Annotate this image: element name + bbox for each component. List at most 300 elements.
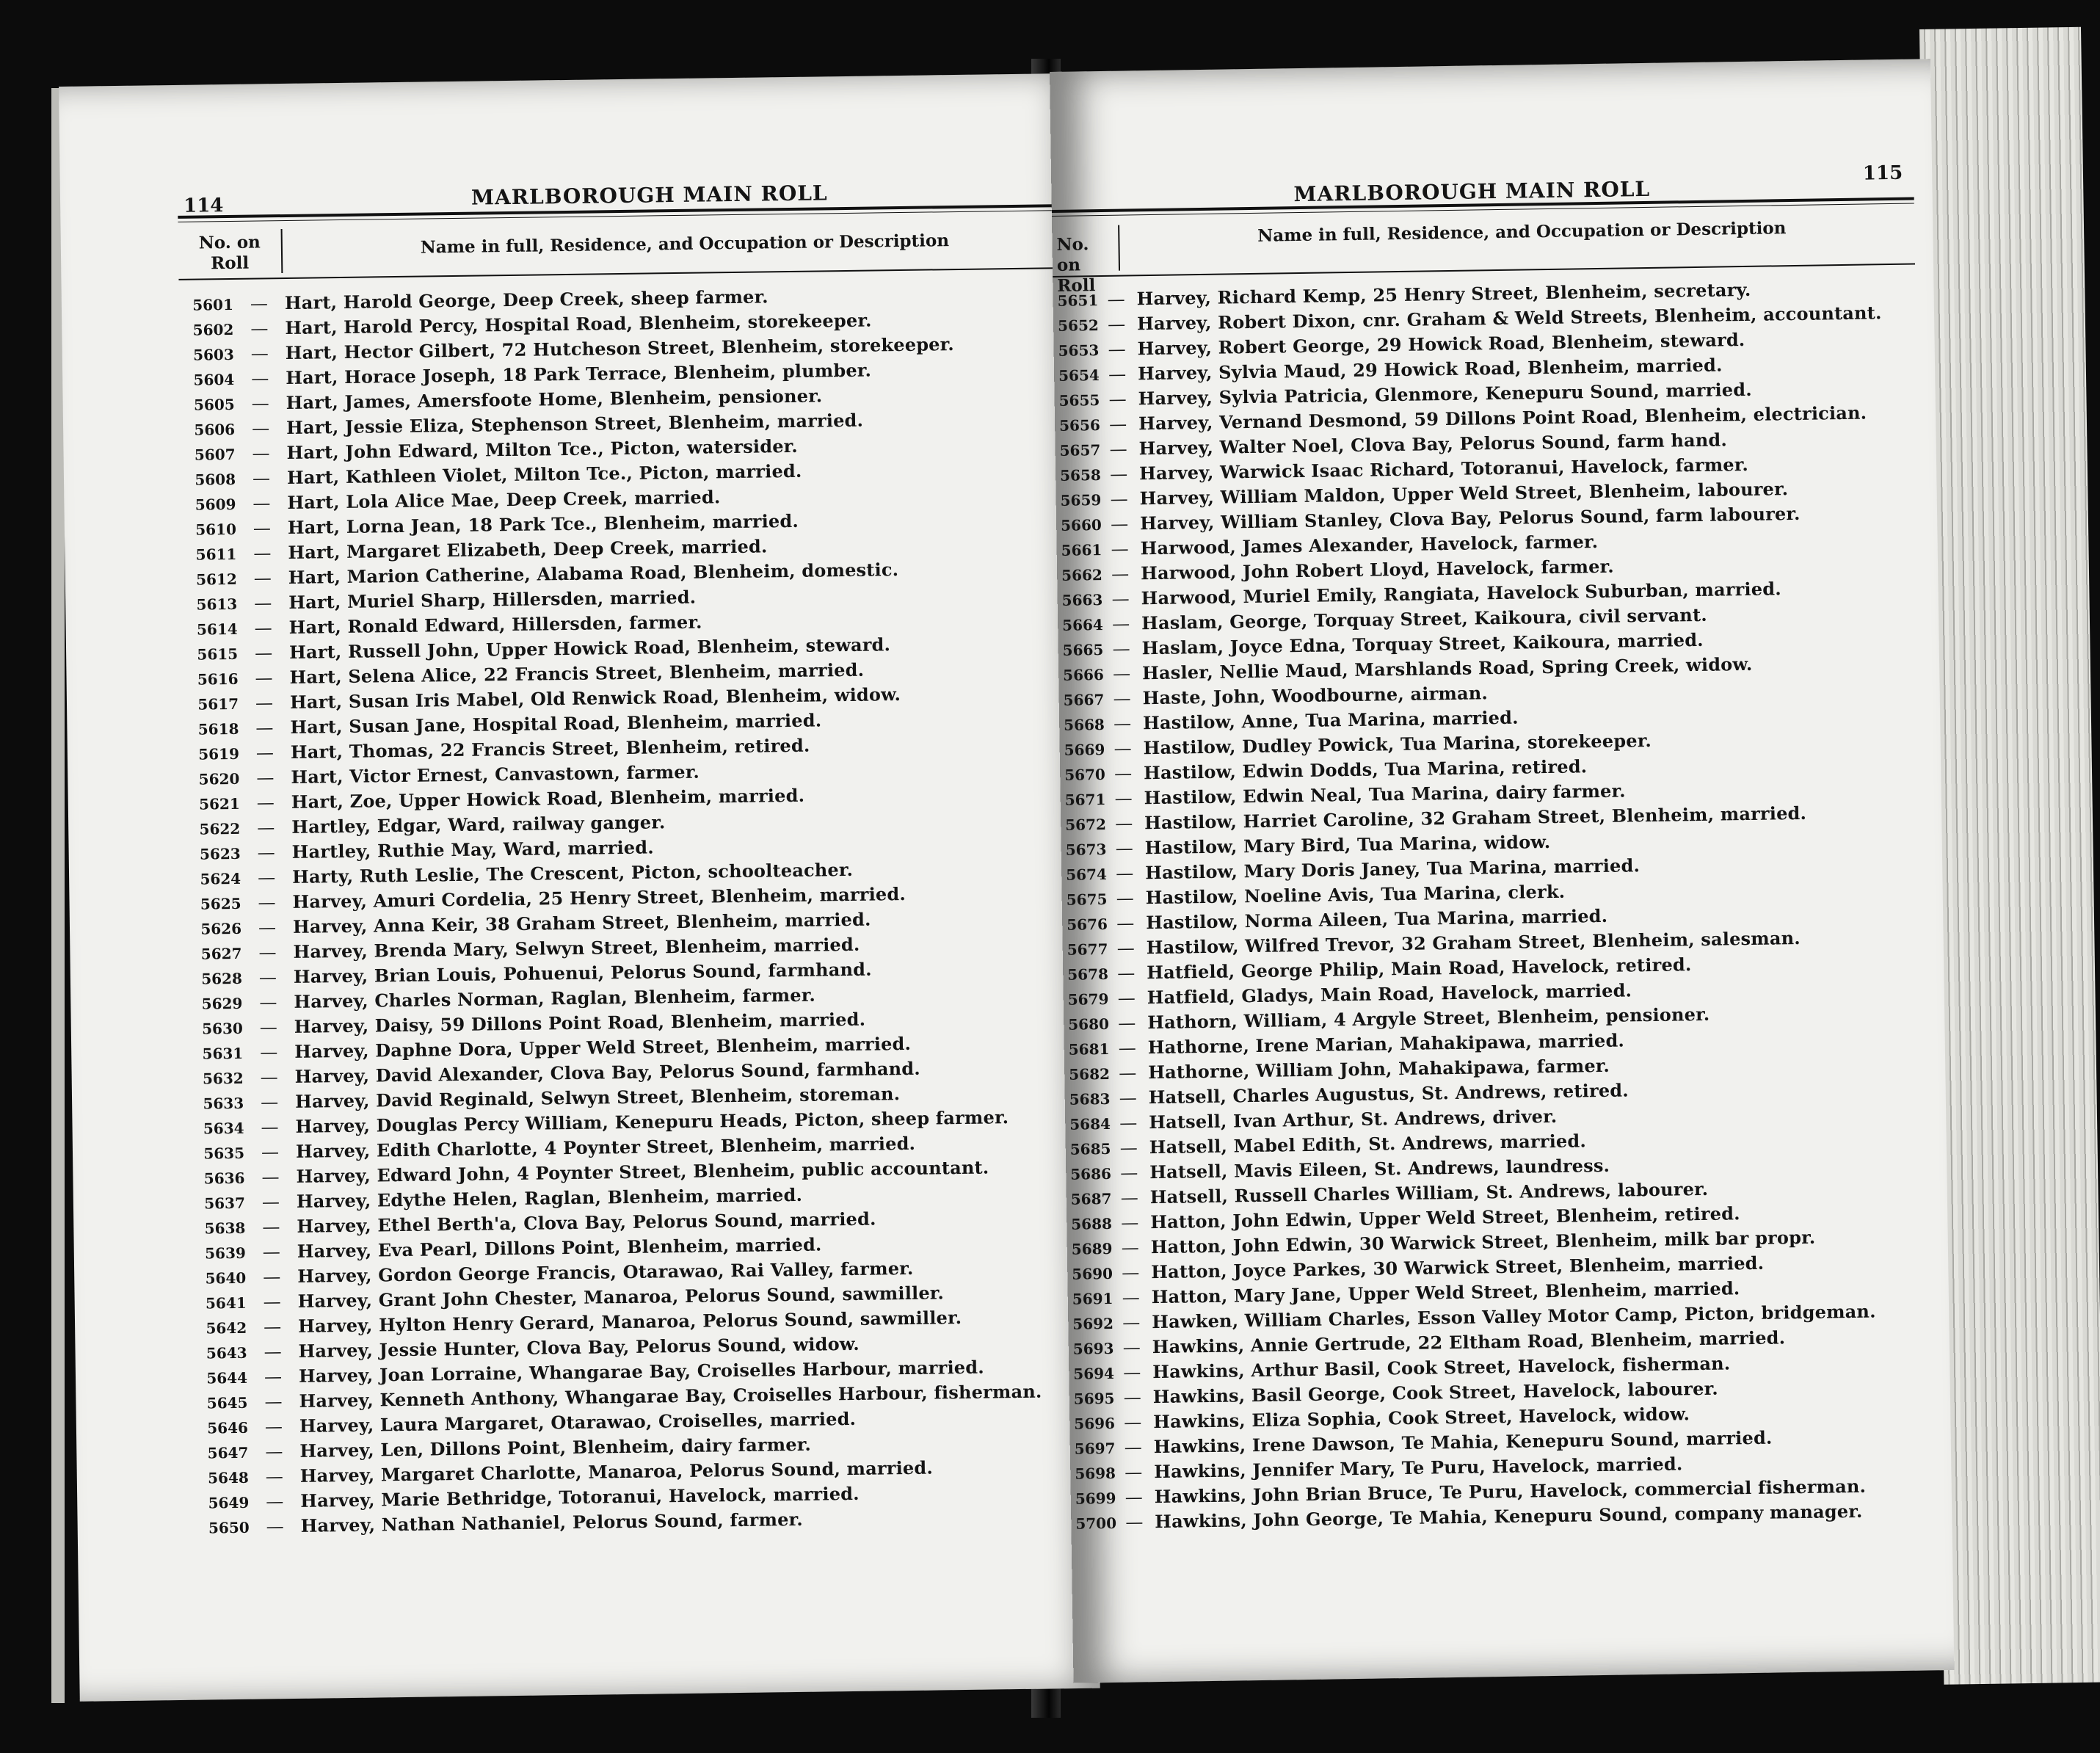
- roll-number: 5663: [1061, 591, 1103, 609]
- dash-separator: —: [258, 917, 277, 938]
- roll-number: 5653: [1058, 341, 1100, 360]
- roll-number: 5634: [203, 1119, 244, 1138]
- roll-entries: [188, 282, 1106, 1542]
- roll-number: 5630: [201, 1019, 243, 1038]
- dash-separator: —: [1115, 838, 1133, 859]
- roll-number: 5657: [1059, 441, 1101, 460]
- dash-separator: —: [1122, 1312, 1141, 1333]
- entry-text: Harvey, Brenda Mary, Selwyn Street, Blenheim, married.: [293, 933, 860, 962]
- dash-separator: —: [266, 1491, 284, 1512]
- roll-number: 5692: [1072, 1314, 1114, 1333]
- roll-number: 5644: [206, 1368, 248, 1387]
- roll-number: 5626: [200, 919, 242, 938]
- dash-separator: —: [1108, 338, 1126, 360]
- entry-text: Hart, Harold George, Deep Creek, sheep farmer.: [284, 286, 769, 313]
- entry-text: Hart, Lorna Jean, 18 Park Tce., Blenheim, married.: [287, 509, 799, 538]
- entry-text: Harvey, Sylvia Patricia, Glenmore, Kenepuru Sound, married.: [1138, 378, 1752, 410]
- roll-number: 5607: [194, 445, 236, 464]
- roll-number: 5629: [201, 994, 243, 1013]
- dash-separator: —: [261, 1191, 280, 1213]
- entry-text: Hastilow, Edwin Dodds, Tua Marina, retired.: [1143, 755, 1588, 784]
- entry-text: Harvey, Edythe Helen, Raglan, Blenheim, married.: [296, 1183, 803, 1212]
- dash-separator: —: [1111, 613, 1130, 634]
- entry-text: Hart, Victor Ernest, Canvastown, farmer.: [291, 761, 700, 788]
- dash-separator: —: [254, 592, 272, 614]
- entry-text: Hatsell, Russell Charles William, St. Andrews, labourer.: [1149, 1177, 1709, 1208]
- roll-number: 5651: [1057, 291, 1099, 310]
- roll-number: 5652: [1057, 316, 1099, 335]
- roll-number: 5605: [193, 395, 235, 414]
- roll-number: 5639: [204, 1244, 246, 1263]
- dash-separator: —: [1113, 763, 1133, 784]
- dash-separator: —: [1108, 413, 1127, 435]
- entry-text: Hawkins, Arthur Basil, Cook Street, Havelock, fisherman.: [1152, 1352, 1731, 1383]
- dash-separator: —: [262, 1216, 280, 1238]
- dash-separator: —: [1120, 1162, 1138, 1183]
- entry-text: Hatton, Mary Jane, Upper Weld Street, Blenheim, married.: [1151, 1277, 1740, 1308]
- entry-text: Harwood, John Robert Lloyd, Havelock, farmer.: [1140, 555, 1614, 584]
- entry-text: Hart, Ronald Edward, Hillersden, farmer.: [288, 611, 702, 638]
- roll-number: 5698: [1075, 1464, 1116, 1483]
- dash-separator: —: [1117, 987, 1136, 1009]
- roll-number: 5641: [205, 1293, 247, 1313]
- entry-text: Harvey, Len, Dillons Point, Blenheim, dairy farmer.: [299, 1433, 812, 1462]
- dash-separator: —: [1111, 538, 1129, 559]
- entry-text: Hastilow, Anne, Tua Marina, married.: [1142, 706, 1519, 734]
- dash-separator: —: [265, 1441, 283, 1462]
- roll-number: 5686: [1070, 1164, 1112, 1183]
- dash-separator: —: [1113, 688, 1131, 709]
- roll-number: 5699: [1075, 1489, 1116, 1508]
- entry-text: Hatsell, Ivan Arthur, St. Andrews, driver.: [1149, 1105, 1558, 1133]
- roll-number: 5672: [1065, 815, 1107, 834]
- roll-number: 5632: [202, 1069, 244, 1088]
- dash-separator: —: [261, 1166, 280, 1188]
- dash-separator: —: [263, 1266, 281, 1288]
- roll-number: 5693: [1072, 1339, 1114, 1358]
- entry-text: Harvey, Sylvia Maud, 29 Howick Road, Blenheim, married.: [1137, 354, 1723, 385]
- dash-separator: —: [1125, 1462, 1143, 1483]
- dash-separator: —: [1125, 1487, 1144, 1508]
- dash-separator: —: [250, 318, 269, 339]
- dash-separator: —: [260, 1067, 278, 1088]
- entry-text: Hathorne, William John, Mahakipawa, farmer.: [1148, 1054, 1610, 1084]
- dash-separator: —: [254, 617, 272, 639]
- roll-number: 5650: [208, 1518, 250, 1537]
- entry-text: Hart, Kathleen Violet, Milton Tce., Picton, married.: [286, 460, 802, 488]
- roll-number: 5617: [197, 694, 239, 714]
- entry-text: Hastilow, Norma Aileen, Tua Marina, married.: [1145, 904, 1608, 934]
- entry-text: Hawkins, Jennifer Mary, Te Puru, Havelock, married.: [1154, 1453, 1683, 1483]
- dash-separator: —: [1119, 1087, 1137, 1108]
- roll-number: 5654: [1058, 366, 1100, 385]
- dash-separator: —: [259, 1017, 277, 1038]
- roll-number: 5685: [1069, 1139, 1111, 1158]
- roll-number: 5662: [1061, 566, 1103, 584]
- entry-text: Hatton, John Edwin, Upper Weld Street, Blenheim, retired.: [1150, 1202, 1740, 1233]
- entry-text: Harvey, Joan Lorraine, Whangarae Bay, Croiselles Harbour, married.: [298, 1356, 985, 1387]
- entry-text: Hart, Horace Joseph, 18 Park Terrace, Blenheim, plumber.: [286, 359, 872, 388]
- dash-separator: —: [264, 1416, 283, 1437]
- dash-separator: —: [261, 1117, 279, 1138]
- dash-separator: —: [257, 867, 276, 888]
- entry-text: Hart, John Edward, Milton Tce., Picton, watersider.: [286, 435, 799, 463]
- roll-number: 5602: [192, 320, 234, 339]
- dash-separator: —: [1120, 1187, 1138, 1208]
- entry-text: Hart, Margaret Elizabeth, Deep Creek, married.: [288, 535, 768, 563]
- dash-separator: —: [252, 468, 271, 489]
- roll-number: 5690: [1072, 1264, 1113, 1283]
- entry-text: Harvey, Laura Margaret, Otarawao, Croiselles, married.: [299, 1407, 857, 1437]
- roll-number: 5676: [1067, 915, 1108, 934]
- roll-number: 5678: [1067, 965, 1109, 984]
- roll-number: 5615: [197, 645, 239, 664]
- running-head: MARLBOROUGH MAIN ROLL: [1293, 176, 1651, 207]
- roll-number: 5649: [208, 1493, 250, 1512]
- roll-number: 5604: [193, 370, 235, 389]
- dash-separator: —: [258, 967, 277, 988]
- entry-text: Hatton, Joyce Parkes, 30 Warwick Street, Blenheim, married.: [1151, 1252, 1765, 1283]
- entry-text: Harvey, Amuri Cordelia, 25 Henry Street, Blenheim, married.: [292, 882, 907, 912]
- dash-separator: —: [1112, 638, 1130, 659]
- roll-number: 5627: [200, 944, 242, 963]
- roll-number: 5601: [192, 295, 234, 314]
- entry-text: Hart, Susan Jane, Hospital Road, Blenheim, married.: [290, 709, 822, 738]
- roll-number: 5696: [1074, 1414, 1116, 1433]
- entry-text: Hatfield, George Philip, Main Road, Havelock, retired.: [1146, 954, 1692, 984]
- entry-text: Harvey, Ethel Berth'a, Clova Bay, Pelorus Sound, married.: [297, 1208, 876, 1237]
- entry-text: Hawkins, John George, Te Mahia, Kenepuru Sound, company manager.: [1155, 1500, 1863, 1533]
- roll-number: 5682: [1069, 1064, 1111, 1084]
- dash-separator: —: [1123, 1362, 1141, 1383]
- roll-number: 5603: [192, 345, 234, 364]
- roll-number: 5621: [198, 794, 240, 813]
- dash-separator: —: [1114, 813, 1133, 834]
- dash-separator: —: [1118, 1012, 1136, 1034]
- dash-separator: —: [1124, 1412, 1142, 1433]
- entry-text: Harvey, Margaret Charlotte, Manaroa, Pelorus Sound, married.: [299, 1456, 934, 1487]
- roll-number: 5700: [1075, 1514, 1117, 1533]
- entry-text: Harvey, Eva Pearl, Dillons Point, Blenheim, married.: [297, 1233, 822, 1262]
- dash-separator: —: [250, 293, 269, 314]
- roll-number: 5695: [1073, 1389, 1115, 1408]
- dash-separator: —: [1125, 1511, 1144, 1533]
- roll-number: 5614: [196, 620, 238, 639]
- column-separator: [281, 229, 283, 273]
- entry-text: Harvey, Nathan Nathaniel, Pelorus Sound, farmer.: [300, 1508, 803, 1536]
- entry-text: Hatsell, Charles Augustus, St. Andrews, retired.: [1148, 1079, 1630, 1108]
- roll-number: 5665: [1062, 640, 1104, 659]
- dash-separator: —: [1122, 1337, 1141, 1358]
- dash-separator: —: [252, 443, 270, 464]
- dash-separator: —: [1113, 738, 1132, 759]
- roll-number: 5628: [201, 969, 243, 988]
- dash-separator: —: [1116, 888, 1134, 909]
- dash-separator: —: [1119, 1062, 1137, 1084]
- dash-separator: —: [1112, 663, 1131, 684]
- roll-number: 5636: [203, 1169, 245, 1188]
- dash-separator: —: [264, 1391, 283, 1412]
- roll-number: 5697: [1074, 1439, 1116, 1458]
- roll-number: 5635: [203, 1144, 245, 1163]
- entry-text: Hart, Muriel Sharp, Hillersden, married.: [288, 586, 697, 613]
- dash-separator: —: [258, 892, 276, 913]
- dash-separator: —: [263, 1291, 281, 1313]
- roll-number: 5633: [203, 1094, 244, 1113]
- dash-separator: —: [1108, 388, 1127, 410]
- entry-text: Harvey, Daphne Dora, Upper Weld Street, Blenheim, married.: [294, 1032, 912, 1062]
- entry-text: Hawken, William Charles, Esson Valley Motor Camp, Picton, bridgeman.: [1152, 1300, 1876, 1333]
- dash-separator: —: [1113, 713, 1132, 734]
- entry-text: Hart, Susan Iris Mabel, Old Renwick Road, Blenheim, widow.: [289, 683, 901, 713]
- roll-number: 5687: [1070, 1189, 1112, 1208]
- dash-separator: —: [256, 792, 275, 813]
- roll-number: 5625: [200, 894, 241, 913]
- dash-separator: —: [262, 1241, 280, 1263]
- roll-number: 5691: [1072, 1289, 1113, 1308]
- dash-separator: —: [255, 742, 275, 763]
- dash-separator: —: [1109, 463, 1128, 484]
- roll-number: 5646: [207, 1418, 249, 1437]
- dash-separator: —: [255, 667, 273, 689]
- running-head: MARLBOROUGH MAIN ROLL: [470, 181, 828, 210]
- roll-number: 5666: [1063, 665, 1105, 684]
- entry-text: Harvey, Kenneth Anthony, Whangarae Bay, Croiselles Harbour, fisherman.: [299, 1380, 1042, 1412]
- dash-separator: —: [259, 992, 277, 1013]
- roll-number: 5631: [202, 1044, 244, 1063]
- entry-text: Harvey, Warwick Isaac Richard, Totoranui, Havelock, farmer.: [1138, 453, 1749, 484]
- roll-number: 5610: [195, 520, 237, 539]
- dash-separator: —: [1124, 1437, 1143, 1458]
- dash-separator: —: [250, 343, 269, 364]
- entry-text: Hastilow, Edwin Neal, Tua Marina, dairy farmer.: [1144, 780, 1626, 809]
- dash-separator: —: [1107, 288, 1125, 310]
- roll-number: 5681: [1068, 1039, 1110, 1059]
- roll-number: 5689: [1071, 1239, 1113, 1258]
- dash-separator: —: [251, 418, 270, 439]
- dash-separator: —: [263, 1316, 282, 1338]
- dash-separator: —: [256, 767, 275, 788]
- entry-text: Hart, Marion Catherine, Alabama Road, Blenheim, domestic.: [288, 559, 899, 588]
- roll-number: 5655: [1058, 391, 1100, 410]
- roll-number: 5683: [1069, 1089, 1111, 1108]
- roll-number: 5616: [197, 669, 239, 689]
- roll-number: 5623: [199, 844, 241, 863]
- dash-separator: —: [1114, 788, 1133, 809]
- dash-separator: —: [1123, 1387, 1142, 1408]
- dash-separator: —: [257, 817, 275, 838]
- dash-separator: —: [1110, 488, 1128, 509]
- roll-number: 5642: [206, 1318, 247, 1338]
- column-header-rule: [178, 267, 1081, 280]
- dash-separator: —: [253, 567, 272, 589]
- entry-text: Hart, Thomas, 22 Francis Street, Blenheim, retired.: [290, 734, 810, 763]
- dash-separator: —: [254, 642, 273, 664]
- entry-text: Hastilow, Mary Bird, Tua Marina, widow.: [1144, 830, 1551, 859]
- entry-text: Harvey, Robert George, 29 Howick Road, Blenheim, steward.: [1137, 328, 1745, 360]
- dash-separator: —: [253, 542, 272, 564]
- roll-number: 5668: [1064, 715, 1105, 734]
- roll-number: 5674: [1066, 865, 1108, 884]
- entry-text: Harwood, James Alexander, Havelock, farmer.: [1140, 530, 1599, 559]
- roll-number: 5608: [195, 470, 236, 489]
- dash-separator: —: [255, 717, 274, 738]
- entry-text: Harvey, William Maldon, Upper Weld Street, Blenheim, labourer.: [1139, 478, 1789, 509]
- entry-text: Hastilow, Noeline Avis, Tua Marina, clerk.: [1145, 880, 1566, 909]
- roll-number: 5640: [205, 1269, 247, 1288]
- dash-separator: —: [1122, 1262, 1140, 1283]
- dash-separator: —: [1115, 863, 1134, 884]
- dash-separator: —: [1122, 1287, 1140, 1308]
- entry-text: Harvey, Charles Norman, Raglan, Blenheim, farmer.: [294, 984, 816, 1012]
- entry-text: Hatton, John Edwin, 30 Warwick Street, Blenheim, milk bar propr.: [1150, 1226, 1816, 1258]
- entry-text: Harwood, Muriel Emily, Rangiata, Havelock Suburban, married.: [1141, 578, 1781, 609]
- roll-number: 5638: [204, 1219, 246, 1238]
- entry-text: Harvey, Brian Louis, Pohuenui, Pelorus Sound, farmhand.: [293, 958, 872, 987]
- entry-text: Hart, Harold Percy, Hospital Road, Blenheim, storekeeper.: [285, 309, 872, 338]
- dash-separator: —: [1108, 363, 1127, 385]
- entry-text: Hastilow, Wilfred Trevor, 32 Graham Street, Blenheim, salesman.: [1146, 926, 1801, 959]
- roll-number: 5671: [1064, 790, 1106, 809]
- entry-text: Harvey, Edith Charlotte, 4 Poynter Street, Blenheim, married.: [295, 1132, 916, 1162]
- dash-separator: —: [260, 1092, 279, 1113]
- entry-text: Haslam, George, Torquay Street, Kaikoura, civil servant.: [1141, 603, 1708, 634]
- entry-text: Hart, James, Amersfoote Home, Blenheim, pensioner.: [286, 385, 823, 413]
- entry-text: Hart, Selena Alice, 22 Francis Street, Blenheim, married.: [289, 658, 865, 688]
- roll-number: 5637: [204, 1194, 246, 1213]
- entry-text: Harvey, Daisy, 59 Dillons Point Road, Blenheim, married.: [294, 1008, 866, 1037]
- entry-text: Hart, Hector Gilbert, 72 Hutcheson Street, Blenheim, storekeeper.: [285, 333, 955, 363]
- roll-number: 5679: [1067, 990, 1109, 1009]
- left-page: [59, 73, 1106, 1702]
- entry-text: Hawkins, John Brian Bruce, Te Puru, Havelock, commercial fisherman.: [1154, 1475, 1867, 1508]
- entry-text: Hart, Lola Alice Mae, Deep Creek, married.: [287, 486, 721, 513]
- entry-text: Harvey, Anna Keir, 38 Graham Street, Blenheim, married.: [292, 908, 871, 937]
- dash-separator: —: [1118, 1037, 1136, 1059]
- roll-number: 5661: [1061, 541, 1102, 559]
- roll-number: 5675: [1066, 890, 1108, 909]
- entry-text: Harvey, Jessie Hunter, Clova Bay, Pelorus Sound, widow.: [298, 1332, 860, 1362]
- roll-number: 5612: [195, 570, 237, 589]
- entry-text: Hartley, Ruthie May, Ward, married.: [291, 836, 654, 863]
- entry-text: Haste, John, Woodbourne, airman.: [1142, 682, 1489, 709]
- dash-separator: —: [251, 393, 269, 414]
- roll-number: 5648: [207, 1468, 249, 1487]
- entry-text: Harvey, David Alexander, Clova Bay, Pelorus Sound, farmhand.: [294, 1057, 921, 1087]
- entry-text: Harty, Ruth Leslie, The Crescent, Picton, schoolteacher.: [291, 858, 854, 888]
- entry-text: Hawkins, Eliza Sophia, Cook Street, Havelock, widow.: [1153, 1403, 1690, 1433]
- roll-number: 5673: [1065, 840, 1107, 859]
- roll-number: 5677: [1067, 940, 1108, 959]
- dash-separator: —: [1109, 438, 1127, 460]
- entry-text: Hatfield, Gladys, Main Road, Havelock, married.: [1147, 979, 1632, 1009]
- roll-number: 5658: [1059, 466, 1102, 484]
- dash-separator: —: [1117, 962, 1136, 984]
- roll-number: 5659: [1060, 491, 1102, 509]
- roll-number: 5643: [206, 1343, 247, 1362]
- entry-text: Hastilow, Harriet Caroline, 32 Graham Street, Blenheim, married.: [1144, 802, 1807, 834]
- entry-text: Hart, Russell John, Upper Howick Road, Blenheim, steward.: [288, 634, 891, 663]
- dash-separator: —: [1121, 1237, 1139, 1258]
- column-separator: [1118, 225, 1120, 271]
- dash-separator: —: [1111, 563, 1130, 584]
- roll-number: 5619: [198, 744, 240, 763]
- entry-text: Hartley, Edgar, Ward, railway ganger.: [291, 811, 666, 838]
- entry-text: Harvey, Douglas Percy William, Kenepuru Heads, Picton, sheep farmer.: [295, 1106, 1009, 1137]
- right-page: [1050, 59, 1954, 1683]
- dash-separator: —: [1121, 1212, 1139, 1233]
- entry-text: Harvey, Robert Dixon, cnr. Graham & Weld Streets, Blenheim, accountant.: [1136, 302, 1882, 335]
- column-header-roll-no: No. on Roll: [198, 232, 261, 274]
- entry-text: Hatsell, Mabel Edith, St. Andrews, married.: [1149, 1130, 1587, 1158]
- dash-separator: —: [1110, 513, 1129, 534]
- page-number: 115: [1862, 161, 1903, 185]
- roll-number: 5660: [1060, 516, 1102, 534]
- roll-number: 5684: [1069, 1114, 1111, 1133]
- dash-separator: —: [258, 942, 277, 963]
- dash-separator: —: [264, 1341, 282, 1362]
- entry-text: Hatsell, Mavis Eileen, St. Andrews, laundress.: [1149, 1154, 1610, 1183]
- roll-number: 5670: [1064, 765, 1106, 784]
- column-header-name: Name in full, Residence, and Occupation or Description: [1257, 218, 1787, 246]
- roll-number: 5611: [195, 545, 237, 564]
- entry-text: Hart, Jessie Eliza, Stephenson Street, Blenheim, married.: [286, 409, 864, 438]
- roll-number: 5647: [207, 1443, 249, 1462]
- column-header-rule: [1053, 264, 1915, 277]
- dash-separator: —: [266, 1516, 284, 1537]
- dash-separator: —: [265, 1466, 283, 1487]
- roll-number: 5680: [1068, 1015, 1110, 1034]
- roll-number: 5609: [195, 495, 236, 514]
- roll-number: 5664: [1062, 616, 1104, 634]
- dash-separator: —: [1111, 588, 1130, 609]
- column-header-roll-no: No. on Roll: [1056, 234, 1096, 296]
- roll-number: 5622: [199, 819, 241, 838]
- roll-number: 5620: [198, 769, 240, 788]
- dash-separator: —: [255, 692, 274, 714]
- roll-number: 5694: [1073, 1364, 1115, 1383]
- entry-text: Hart, Zoe, Upper Howick Road, Blenheim, married.: [291, 784, 805, 813]
- entry-text: Harvey, Walter Noel, Clova Bay, Pelorus Sound, farm hand.: [1138, 429, 1728, 460]
- roll-number: 5613: [196, 595, 238, 614]
- entry-text: Hasler, Nellie Maud, Marshlands Road, Spring Creek, widow.: [1141, 653, 1753, 684]
- roll-number: 5624: [200, 869, 241, 888]
- dash-separator: —: [261, 1142, 280, 1163]
- roll-number: 5606: [194, 420, 236, 439]
- dash-separator: —: [251, 368, 269, 389]
- entry-text: Hathorne, Irene Marian, Mahakipawa, married.: [1147, 1029, 1625, 1059]
- dash-separator: —: [257, 842, 275, 863]
- roll-number: 5618: [197, 719, 239, 738]
- page-number: 114: [183, 195, 224, 217]
- roll-number: 5667: [1063, 690, 1105, 709]
- entry-text: Hawkins, Annie Gertrude, 22 Eltham Road, Blenheim, married.: [1152, 1326, 1786, 1358]
- roll-number: 5669: [1064, 740, 1105, 759]
- entry-text: Harvey, Hylton Henry Gerard, Manaroa, Pelorus Sound, sawmiller.: [297, 1307, 962, 1337]
- entry-text: Harvey, Vernand Desmond, 59 Dillons Point Road, Blenheim, electrician.: [1138, 402, 1867, 435]
- entry-text: Hastilow, Mary Doris Janey, Tua Marina, married.: [1144, 854, 1641, 884]
- dash-separator: —: [260, 1042, 278, 1063]
- entry-text: Harvey, Grant John Chester, Manaroa, Pelorus Sound, sawmiller.: [297, 1282, 945, 1312]
- column-header-name: Name in full, Residence, and Occupation or Description: [420, 231, 950, 258]
- entry-text: Hastilow, Dudley Powick, Tua Marina, storekeeper.: [1143, 729, 1652, 759]
- roll-number: 5656: [1058, 416, 1100, 435]
- dash-separator: —: [252, 493, 271, 514]
- entry-text: Harvey, Marie Bethridge, Totoranui, Havelock, married.: [300, 1482, 860, 1511]
- entry-text: Hawkins, Basil George, Cook Street, Havelock, labourer.: [1152, 1377, 1718, 1408]
- entry-text: Harvey, David Reginald, Selwyn Street, Blenheim, storeman.: [294, 1083, 901, 1112]
- dash-separator: —: [1119, 1137, 1138, 1158]
